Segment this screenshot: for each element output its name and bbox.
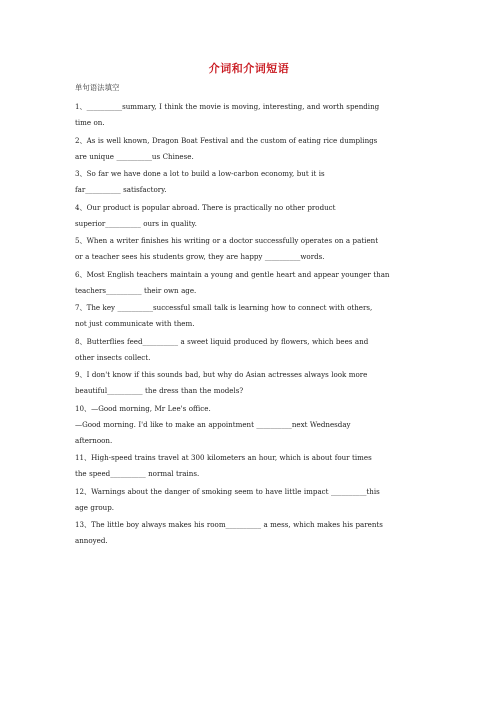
question-line: 7、The key __________successful small talk is learning how to connect with others, (75, 303, 373, 312)
question-line: 8、Butterflies feed__________ a sweet liquid produced by flowers, which bees and (75, 336, 369, 346)
question-item (75, 133, 423, 165)
question-item (75, 484, 423, 516)
question-line: not just communicate with them. (75, 319, 195, 328)
page-title: 介词和介词短语 (208, 62, 290, 75)
question-item (75, 99, 423, 131)
question-item (75, 334, 423, 366)
question-item (75, 267, 423, 299)
question-line: far__________ satisfactory. (75, 185, 167, 194)
question-line: time on. (75, 118, 105, 127)
question-line: 13、The little boy always makes his room__________ a mess, which makes his parents (75, 520, 383, 529)
question-line: age group. (75, 502, 114, 512)
question-line: 10、—Good morning, Mr Lee's office. (75, 403, 211, 413)
question-line: annoyed. (75, 536, 108, 545)
section-subtitle: 单句语法填空 (75, 83, 120, 92)
question-line: 12、Warnings about the danger of smoking seem to have little impact __________this (75, 486, 380, 496)
question-line: 6、Most English teachers maintain a young and gentle heart and appear younger than (75, 269, 390, 279)
question-list (75, 99, 423, 549)
question-item (75, 517, 423, 549)
question-line: afternoon. (75, 435, 113, 445)
question-item (75, 166, 423, 198)
question-item (75, 401, 423, 449)
question-line: 3、So far we have done a lot to build a low-carbon economy, but it is (75, 169, 325, 178)
question-line: 9、I don't know if this sounds bad, but why do Asian actresses always look more (75, 370, 368, 379)
question-line: are unique __________us Chinese. (75, 151, 194, 161)
question-item (75, 300, 423, 332)
question-line: 1、__________summary, I think the movie is moving, interesting, and worth spending (75, 102, 380, 111)
question-item (75, 233, 423, 265)
question-line: 2、As is well known, Dragon Boat Festival and the custom of eating rice dumplings (75, 135, 378, 145)
question-line: or a teacher sees his students grow, they are happy __________words. (75, 252, 325, 261)
document-page (75, 62, 423, 551)
question-line: 4、Our product is popular abroad. There is practically no other product (75, 202, 336, 212)
question-line: 11、High-speed trains travel at 300 kilometers an hour, which is about four times (75, 453, 372, 462)
question-line: the speed__________ normal trains. (75, 469, 200, 478)
question-item (75, 450, 423, 482)
question-item (75, 367, 423, 399)
question-item (75, 200, 423, 232)
question-line: other insects collect. (75, 352, 151, 362)
question-line: superior__________ ours in quality. (75, 218, 197, 228)
question-line: teachers__________ their own age. (75, 285, 197, 295)
question-line: beautiful__________ the dress than the models? (75, 386, 244, 395)
question-line: —Good morning. I'd like to make an appointment __________next Wednesday (75, 419, 351, 429)
question-line: 5、When a writer finishes his writing or a doctor successfully operates on a patient (75, 236, 379, 245)
